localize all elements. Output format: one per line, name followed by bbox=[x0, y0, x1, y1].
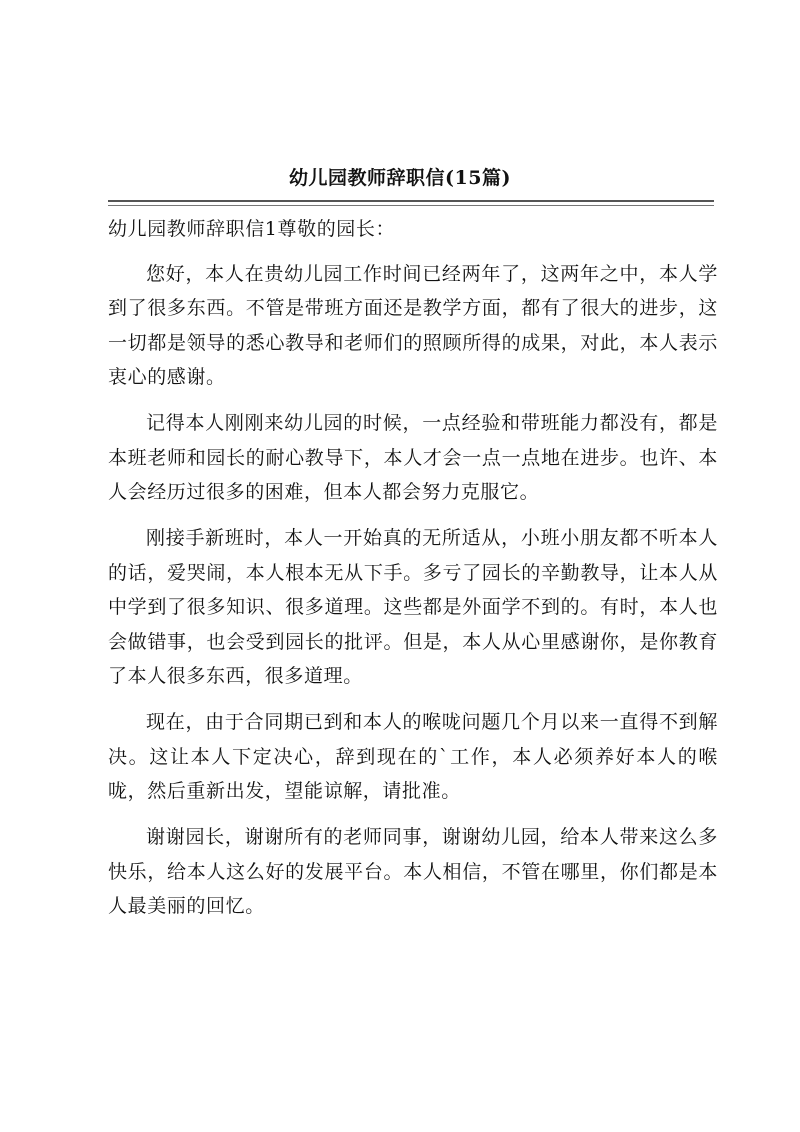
paragraph-beginning: 记得本人刚刚来幼儿园的时候，一点经验和带班能力都没有，都是本班老师和园长的耐心教导下，本人才会一点一点地在进步。也许、本人会经历过很多的困难，但本人都会努力克服它。 bbox=[108, 412, 718, 503]
document-title: 幼儿园教师辞职信(15篇) bbox=[289, 167, 511, 189]
paragraph-greeting: 您好，本人在贵幼儿园工作时间已经两年了，这两年之中，本人学到了很多东西。不管是带班方面还是教学方面，都有了很大的进步，这一切都是领导的悉心教导和老师们的照顾所得的成果，对此，本人表示衷心的感谢。 bbox=[108, 262, 718, 388]
letter-body bbox=[108, 212, 718, 935]
paragraph-reason: 现在，由于合同期已到和本人的喉咙问题几个月以来一直得不到解决。这让本人下定决心，辞到现在的`工作，本人必须养好本人的喉咙，然后重新出发，望能谅解，请批准。 bbox=[108, 711, 718, 802]
paragraph-thanks: 谢谢园长，谢谢所有的老师同事，谢谢幼儿园，给本人带来这么多快乐，给本人这么好的发展平台。本人相信，不管在哪里，你们都是本人最美丽的回忆。 bbox=[108, 826, 718, 917]
letter-heading-line: 幼儿园教师辞职信1尊敬的园长： bbox=[108, 218, 396, 240]
title-divider-thin bbox=[108, 205, 714, 206]
paragraph-new-class: 刚接手新班时，本人一开始真的无所适从，小班小朋友都不听本人的话，爱哭闹，本人根本无从下手。多亏了园长的辛勤教导，让本人从中学到了很多知识、很多道理。这些都是外面学不到的。有时，本人也会做错事，也会受到园长的批评。但是，本人从心里感谢你，是你教育了本人很多东西，很多道理。 bbox=[108, 527, 718, 687]
title-divider-thick bbox=[108, 200, 714, 202]
